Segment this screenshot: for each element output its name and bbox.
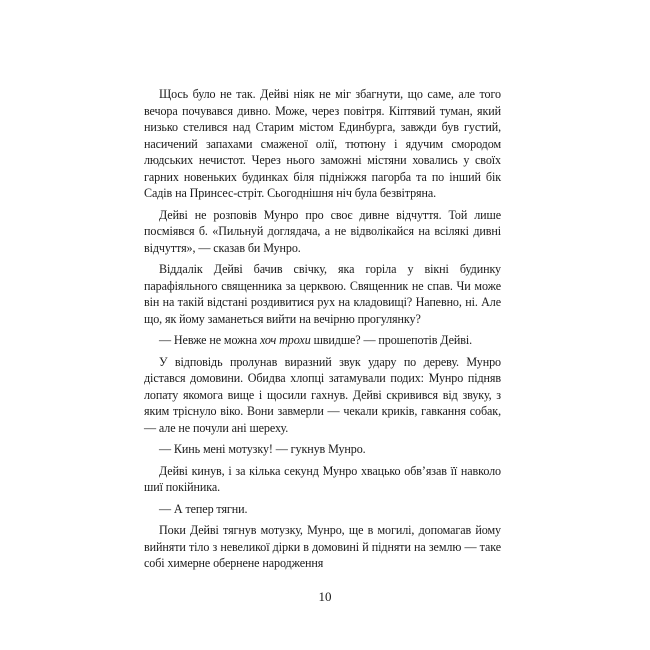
paragraph (144, 332, 501, 349)
paragraph-text: — Невже не можна (159, 333, 260, 347)
page-number: 10 (318, 589, 332, 604)
paragraph: Віддалік Дейві бачив свічку, яка горіла у вікні будинку парафіяльного священника за церквою. Священник не спав. Чи може він на такій відстані роздивитися рух на кладовищі? Напевно, ні. Але що, як йому заманеться вийти на вечірню прогулянку? (144, 262, 501, 326)
paragraph-text: швидше? — прошепотів Дейві. (310, 333, 473, 347)
paragraph: — Кинь мені мотузку! — гукнув Мунро. (159, 442, 366, 456)
paragraph: Щось було не так. Дейві ніяк не міг збагнути, що саме, але того вечора почувався дивно. Може, через повітря. Кіптявий туман, який низько стелився над Старим містом Единбурга, завжди був густий, насичений запахами смаженої олії, тютюну і ядучим смородом людських нечистот. Через нього заможні містяни ховались у своїх гарних новеньких будинках біля підніжжя пагорба та по інший бік Садів на Принсес-стріт. Сьогоднішня ніч була безвітряна. (144, 87, 501, 200)
paragraph (144, 207, 501, 257)
emphasis-text: хоч трохи (259, 333, 311, 347)
paragraph: Поки Дейві тягнув мотузку, Мунро, ще в могилі, допомагав йому вийняти тіло з невеликої дірки в домовині й підняти на землю — таке собі химерне обернене народження (144, 523, 501, 570)
body-text (144, 86, 501, 572)
paragraph-text: Дейві не розповів Мунро про своє дивне відчуття. Той лише посміявся б. «Пильнуй доглядача, а не відволікайся на всілякі дивні відчуття» (144, 207, 501, 255)
paragraph: — А тепер тягни. (159, 501, 248, 516)
paragraph: У відповідь пролунав виразний звук удару по дереву. Мунро дістався домовини. Обидва хлопці затамували подих: Мунро підняв лопату якомога вище і щосили гахнув. Дейві скривився від звуку, з яким тріснуло віко. Вони завмерли — чекали криків, гавкання собак, — але не почули ані шереху. (144, 354, 501, 435)
paragraph-text: , — сказав би Мунро. (192, 240, 301, 255)
paragraph: Дейві кинув, і за кілька секунд Мунро хвацько обв’язав її навколо шиї покійника. (144, 463, 501, 494)
